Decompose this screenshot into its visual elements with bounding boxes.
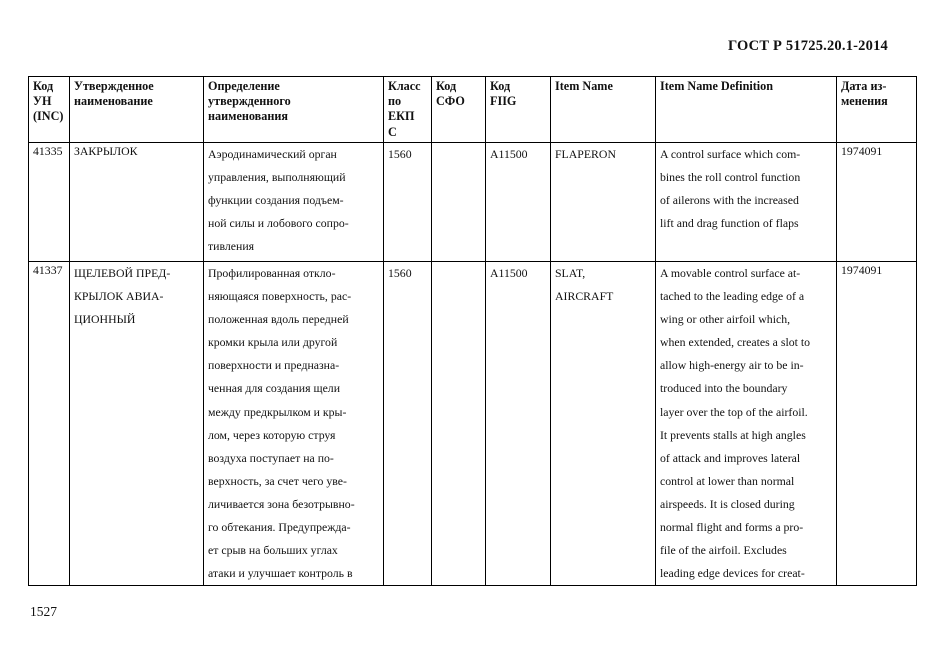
table-row xyxy=(29,262,917,586)
cell-fiig: A11500 xyxy=(486,262,551,586)
table-row xyxy=(29,143,917,262)
document-standard-header: ГОСТ Р 51725.20.1-2014 xyxy=(727,38,888,54)
cell-change-date: 1974091 xyxy=(837,143,917,262)
cell-approved-name: ЩЕЛЕВОЙ ПРЕД- КРЫЛОК АВИА- ЦИОННЫЙ xyxy=(70,262,204,586)
header-item-name-definition: Item Name Definition xyxy=(656,77,837,143)
cell-class: 1560 xyxy=(384,262,432,586)
cell-item-name: SLAT, AIRCRAFT xyxy=(551,262,656,586)
cell-change-date: 1974091 xyxy=(837,262,917,586)
cell-inc: 41335 xyxy=(29,143,70,262)
header-fiig: Код FIIG xyxy=(486,77,551,143)
cell-item-name-definition: A control surface which com- bines the roll control function of ailerons with the increased lift and drag function of flaps xyxy=(656,143,837,262)
cell-item-name-definition: A movable control surface at- tached to the leading edge of a wing or other airfoil which, when extended, creates a slot to allow high-energy air to be in- troduced into the boundary layer over the top of the airfoil. It prevents stalls at high angles of attack and improves lateral control at lower than normal airspeeds. It is closed during normal flight and forms a pro- file of the airfoil. Excludes leading edge devices for creat- xyxy=(656,262,837,586)
catalog-table-container xyxy=(28,76,916,585)
cell-definition: Аэродинамический орган управления, выполняющий функции создания подъем- ной силы и лобового сопро- тивления xyxy=(204,143,384,262)
cell-sfo xyxy=(432,143,486,262)
cell-sfo xyxy=(432,262,486,586)
cell-class: 1560 xyxy=(384,143,432,262)
cell-approved-name: ЗАКРЫЛОК xyxy=(70,143,204,262)
cell-fiig: A11500 xyxy=(486,143,551,262)
header-inc: Код УН (INC) xyxy=(29,77,70,143)
header-definition: Определение утвержденного наименования xyxy=(204,77,384,143)
header-change-date: Дата из- менения xyxy=(837,77,917,143)
header-item-name: Item Name xyxy=(551,77,656,143)
header-approved-name: Утвержденное наименование xyxy=(70,77,204,143)
page-number: 1527 xyxy=(30,604,57,619)
cell-inc: 41337 xyxy=(29,262,70,586)
cell-definition: Профилированная откло- няющаяся поверхность, рас- положенная вдоль передней кромки крыла или другой поверхности и предназна- ченная для создания щели между предкрылком и кры- лом, через которую струя воздуха поступает на по- верхность, за счет чего уве- личивается зона безотрывно- го обтекания. Предупрежда- ет срыв на больших углах атаки и улучшает контроль в xyxy=(204,262,384,586)
header-sfo: Код СФО xyxy=(432,77,486,143)
cell-item-name: FLAPERON xyxy=(551,143,656,262)
catalog-table xyxy=(28,76,917,586)
header-class: Класс по ЕКП С xyxy=(384,77,432,143)
table-header-row xyxy=(29,77,917,143)
